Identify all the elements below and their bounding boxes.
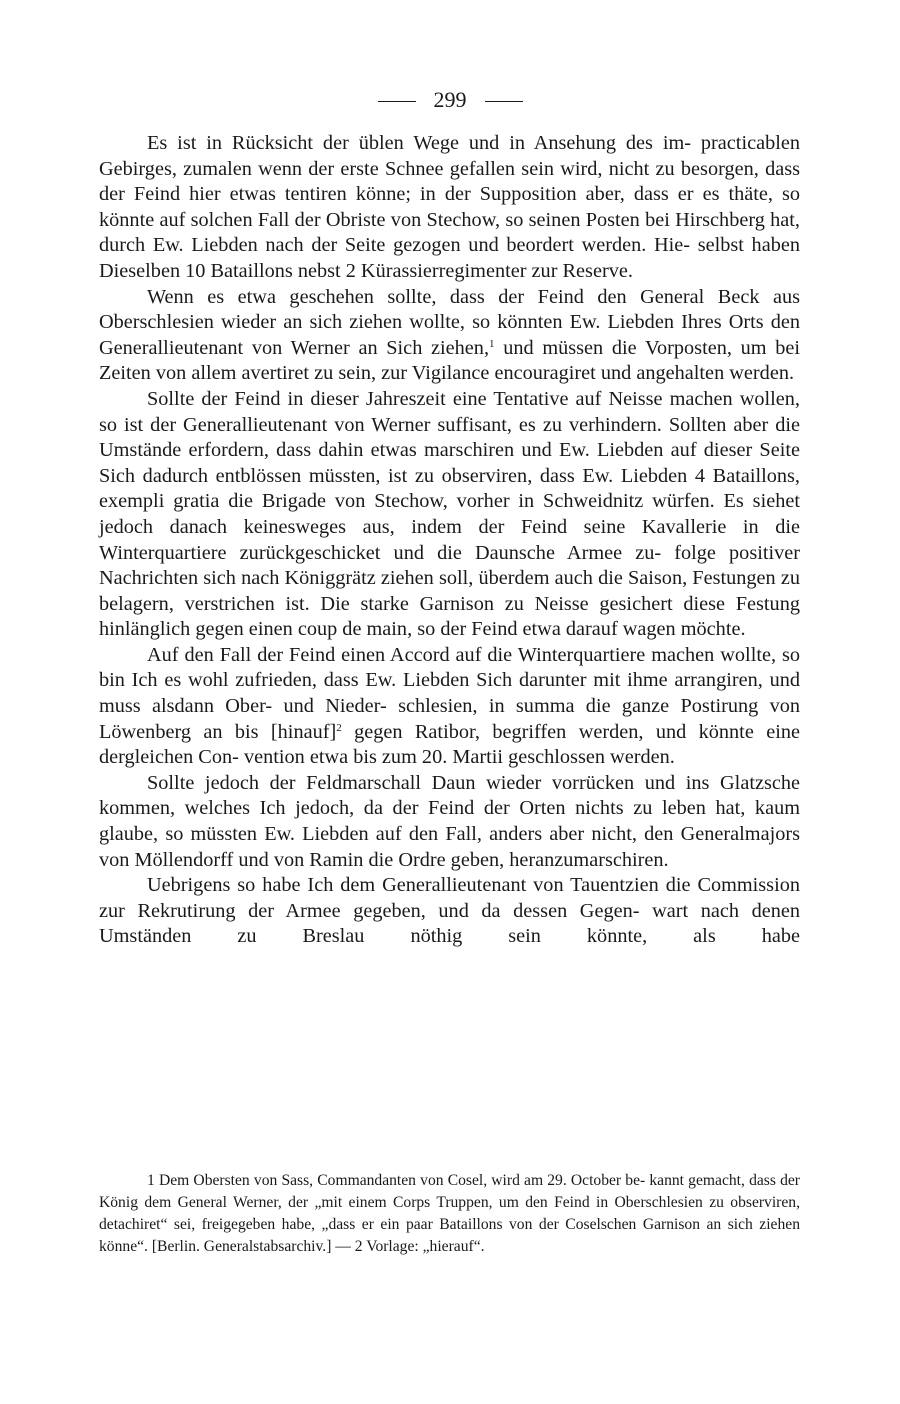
text-line: zu leben hat, kaum glaube, so müssten Ew. Liebden auf den Fall, <box>99 797 800 846</box>
text-line: vention etwa bis zum 20. Martii geschlossen werden. <box>243 746 675 769</box>
text-line: wird, nicht zu besorgen, dass der Feind hier etwas tentiren könne; <box>99 157 800 206</box>
text-line: schlesien, in summa die ganze Postirung von Löwenberg an bis [hinauf] <box>99 695 800 743</box>
text-line: Es ist in Rücksicht der üblen Wege und in Ansehung des im- <box>147 132 691 154</box>
text-line: Garnison zu Neisse gesichert diese Festung hinlänglich gegen einen <box>99 592 800 641</box>
footnote-line: „dass er ein paar Bataillons von der Coselschen Garnison an sich ziehen könne“. <box>99 1216 800 1255</box>
footnote-marker: 1 <box>489 337 495 350</box>
footnote-line: kannt gemacht, dass der König dem General Werner, der „mit einem Corps Truppen, <box>99 1172 800 1211</box>
text-line: in der Supposition aber, dass er es thäte, so könnte auf solchen <box>99 183 801 231</box>
text-line: aus Oberschlesien wieder an sich ziehen wollte, so könnten Ew. Liebden <box>99 285 801 334</box>
footnotes <box>99 1170 800 1258</box>
text-line: siehet jedoch danach keinesweges aus, indem der Feind seine Kavallerie <box>99 490 800 538</box>
paragraph <box>99 131 800 285</box>
paragraph <box>99 873 800 950</box>
text-line: Auf den Fall der Feind einen Accord auf die Winterquartiere <box>147 643 646 666</box>
text-line: auch die Saison, Festungen zu belagern, verstrichen ist. Die starke <box>99 567 800 615</box>
text-line: in die Winterquartiere zurückgeschicket und die Daunsche Armee zu- <box>99 515 801 564</box>
text-line: coup de main, so der Feind etwa darauf wagen möchte. <box>297 618 746 641</box>
text-line: gegen Ratibor, begriffen werden, und könnte eine dergleichen Con- <box>99 720 800 769</box>
text-line: Sollte jedoch der Feldmarschall Daun wieder vorrücken und ins <box>147 771 710 794</box>
footnote-marker: 2 <box>336 721 342 734</box>
text-line: selbst haben Dieselben 10 Bataillons nebst 2 Kürassierregimenter zur <box>99 234 800 282</box>
paragraph <box>99 771 800 873</box>
text-line: Uebrigens so habe Ich dem Generallieutenant von Tauentzien die <box>147 874 691 897</box>
text-line: machen wollen, so ist der Generallieutenant von Werner suffisant, es <box>99 387 800 436</box>
text-line: die Ordre geben, heranzumarschiren. <box>368 848 669 871</box>
paragraph <box>99 387 800 643</box>
text-line: Fall der Obriste von Stechow, so seinen Posten bei Hirschberg hat, <box>257 208 800 231</box>
text-line: anders aber nicht, den Generalmajors von Möllendorff und von Ramin <box>99 823 801 871</box>
page-header <box>0 86 900 114</box>
header-dash-left <box>378 101 416 102</box>
footnote-line: um den Feind in Oberschlesien zu observiren, detachiret“ sei, freigegeben habe, <box>99 1194 800 1233</box>
text-line: müssen die Vorposten, um bei Zeiten von allem avertiret zu sein, zur <box>99 336 800 385</box>
text-line: Glatzsche kommen, welches Ich jedoch, da der Feind der Orten nichts <box>99 771 800 820</box>
text-line: folge positiver Nachrichten sich nach Königgrätz ziehen soll, überdem <box>99 541 801 590</box>
text-line: durch Ew. Liebden nach der Seite gezogen und beordert werden. Hie- <box>99 234 691 257</box>
text-line: Vigilance encouragiret und angehalten werden. <box>411 362 795 385</box>
text-line: marschiren und Ew. Liebden auf dieser Seite Sich dadurch entblössen <box>99 439 800 487</box>
page-number: 299 <box>433 87 467 112</box>
text-line: darunter mit ihme arrangiren, und muss alsdann Ober- und Nieder- <box>99 669 800 718</box>
footnote-line: [Berlin. Generalstabsarchiv.] — 2 Vorlage: „hierauf“. <box>151 1238 485 1255</box>
text-line: gratia die Brigade von Stechow, vorher in Schweidnitz würfen. Es <box>173 490 744 513</box>
text-line: wart nach denen Umständen zu Breslau nöthig sein könnte, als habe <box>99 899 800 948</box>
footnote-line: 1 Dem Obersten von Sass, Commandanten von Cosel, wird am 29. October be- <box>147 1172 646 1189</box>
header-dash-right <box>485 101 523 102</box>
body-text <box>99 131 800 950</box>
text-line: und <box>494 336 534 359</box>
paragraph <box>99 643 800 771</box>
text-line: Commission zur Rekrutirung der Armee gegeben, und da dessen Gegen- <box>99 874 800 922</box>
text-line: zu verhindern. Sollten aber die Umstände erfordern, dass dahin etwas <box>99 413 800 462</box>
text-line: Ihres Orts den Generallieutenant von Werner an Sich ziehen, <box>99 311 800 359</box>
footnote <box>99 1170 800 1258</box>
text-line: Reserve. <box>562 259 633 282</box>
text-line: müssten, ist zu observiren, dass Ew. Liebden 4 Bataillons, exempli <box>99 464 800 513</box>
text-line: practicablen Gebirges, zumalen wenn der erste Schnee gefallen sein <box>99 132 800 180</box>
text-line: Sollte der Feind in dieser Jahreszeit eine Tentative auf Neisse <box>147 387 663 410</box>
paragraph <box>99 285 800 387</box>
text-line: Wenn es etwa geschehen sollte, dass der Feind den General Beck <box>147 285 760 308</box>
text-line: machen wollte, so bin Ich es wohl zufrieden, dass Ew. Liebden Sich <box>99 643 801 692</box>
